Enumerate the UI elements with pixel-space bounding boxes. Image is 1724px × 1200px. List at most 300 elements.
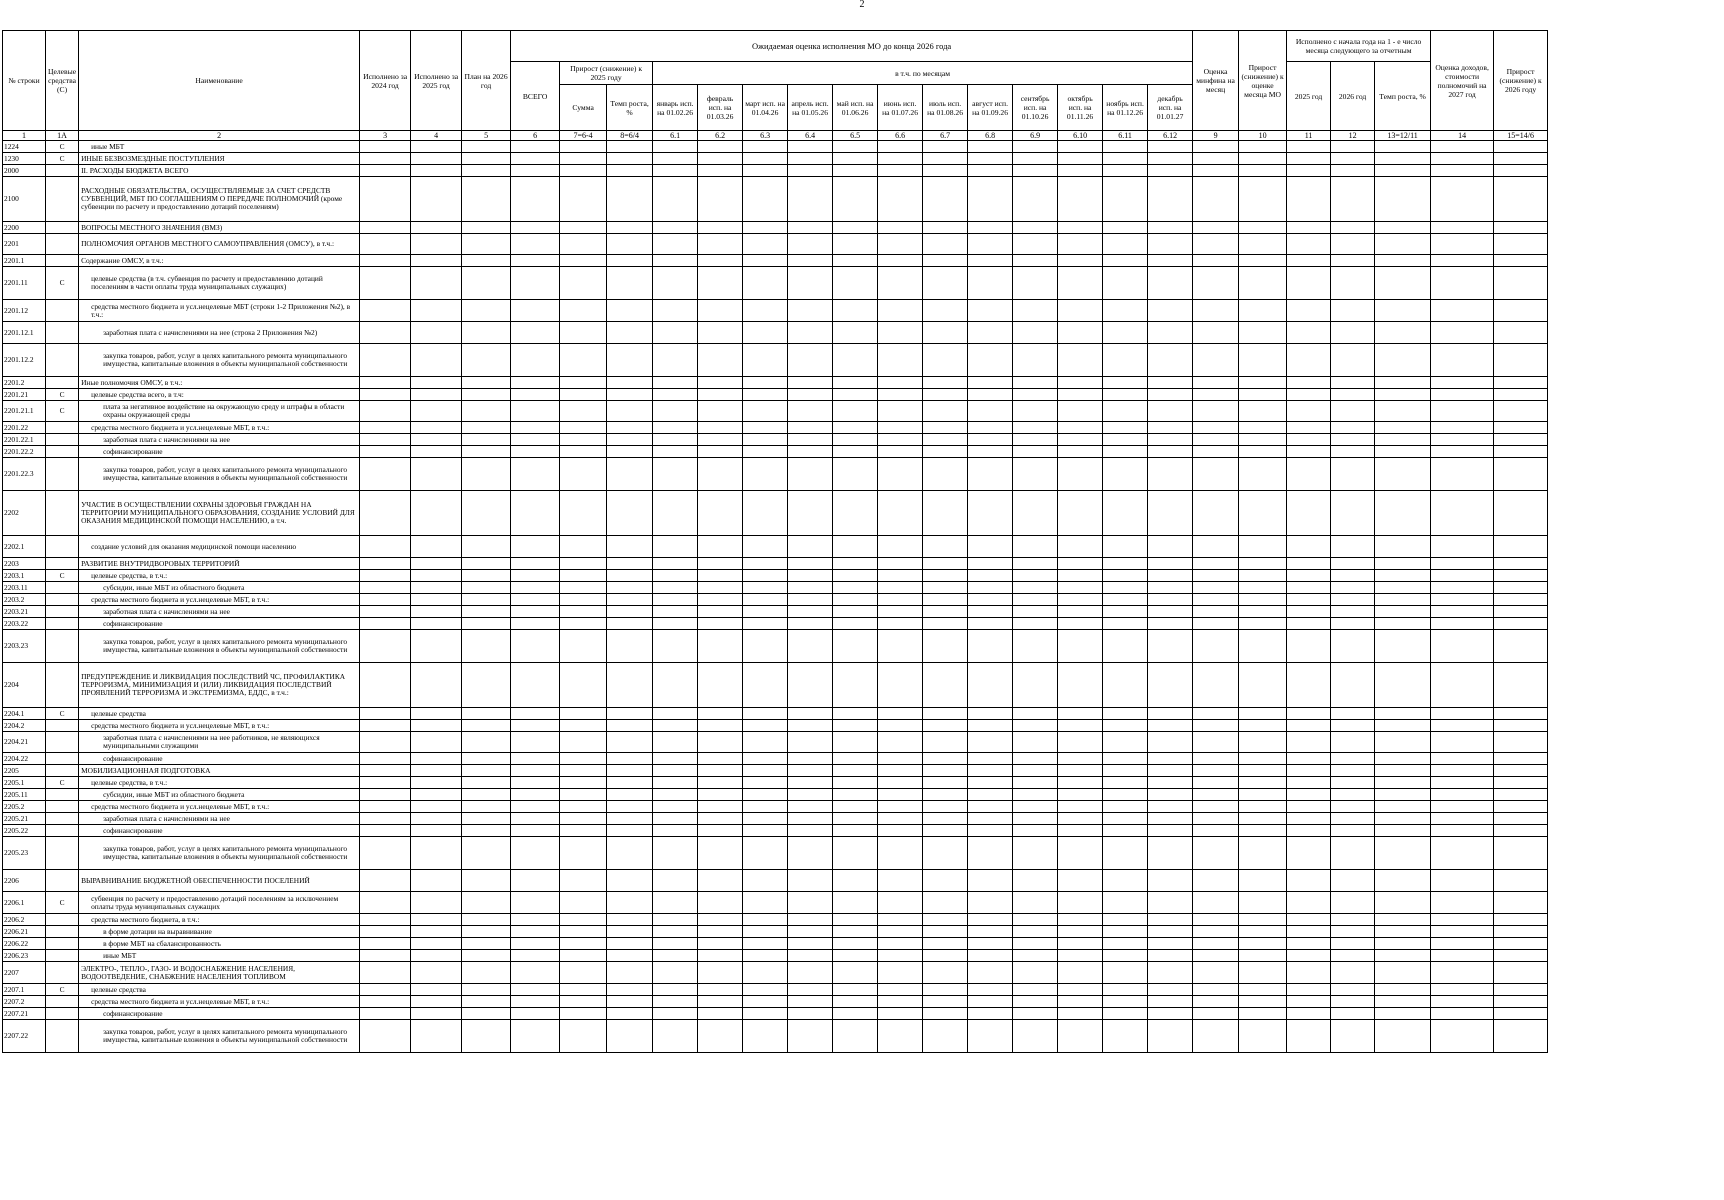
value-cell — [511, 570, 560, 582]
table-row — [3, 267, 1548, 300]
value-cell — [698, 255, 743, 267]
value-cell — [1494, 165, 1548, 177]
value-cell — [1494, 594, 1548, 606]
value-cell — [1239, 813, 1287, 825]
value-cell — [743, 300, 788, 322]
value-cell — [788, 558, 833, 570]
value-cell — [360, 389, 411, 401]
value-cell — [360, 892, 411, 914]
value-cell — [1058, 377, 1103, 389]
value-cell — [1375, 153, 1431, 165]
value-cell — [1013, 234, 1058, 255]
value-cell — [743, 663, 788, 708]
value-cell — [511, 926, 560, 938]
value-cell — [1193, 594, 1239, 606]
value-cell — [878, 720, 923, 732]
value-cell — [1431, 255, 1494, 267]
value-cell — [788, 663, 833, 708]
value-cell — [698, 801, 743, 813]
value-cell — [1494, 446, 1548, 458]
value-cell — [1058, 630, 1103, 663]
header-month-jun: июнь исп. на 01.07.26 — [878, 85, 923, 131]
value-cell — [743, 630, 788, 663]
table-row — [3, 837, 1548, 870]
value-cell — [1494, 950, 1548, 962]
value-cell — [1287, 870, 1331, 892]
value-cell — [1239, 984, 1287, 996]
value-cell — [1431, 322, 1494, 344]
table-row — [3, 582, 1548, 594]
value-cell — [1375, 177, 1431, 222]
value-cell — [788, 708, 833, 720]
value-cell — [653, 753, 698, 765]
value-cell — [411, 789, 462, 801]
value-cell — [743, 234, 788, 255]
value-cell — [1375, 234, 1431, 255]
value-cell — [653, 153, 698, 165]
value-cell — [788, 491, 833, 536]
value-cell — [1431, 837, 1494, 870]
value-cell — [923, 234, 968, 255]
value-cell — [1375, 789, 1431, 801]
row-name: средства местного бюджета и усл.нецелевые МБТ, в т.ч.: — [79, 720, 360, 732]
value-cell — [462, 177, 511, 222]
header-exec-rate: Темп роста, % — [1375, 62, 1431, 131]
value-cell — [560, 813, 607, 825]
header-month-feb: февраль исп. на 01.03.26 — [698, 85, 743, 131]
row-name: заработная плата с начислениями на нее работников, не являющихся муниципальными служащими — [79, 732, 360, 753]
value-cell — [743, 389, 788, 401]
value-cell — [788, 813, 833, 825]
value-cell — [743, 558, 788, 570]
row-code: 2201.12.2 — [3, 344, 46, 377]
value-cell — [462, 618, 511, 630]
value-cell — [462, 996, 511, 1008]
value-cell — [1148, 558, 1193, 570]
value-cell — [411, 558, 462, 570]
value-cell — [833, 389, 878, 401]
value-cell — [968, 177, 1013, 222]
value-cell — [1148, 708, 1193, 720]
value-cell — [1375, 962, 1431, 984]
value-cell — [1331, 720, 1375, 732]
value-cell — [560, 255, 607, 267]
value-cell — [1193, 789, 1239, 801]
value-cell — [743, 732, 788, 753]
value-cell — [743, 962, 788, 984]
value-cell — [788, 594, 833, 606]
row-name: РАЗВИТИЕ ВНУТРИДВОРОВЫХ ТЕРРИТОРИЙ — [79, 558, 360, 570]
value-cell — [1375, 950, 1431, 962]
value-cell — [1013, 708, 1058, 720]
value-cell — [360, 813, 411, 825]
value-cell — [360, 165, 411, 177]
value-cell — [653, 222, 698, 234]
value-cell — [1193, 491, 1239, 536]
value-cell — [698, 267, 743, 300]
table-row — [3, 825, 1548, 837]
value-cell — [878, 344, 923, 377]
value-cell — [833, 582, 878, 594]
row-target-flag: С — [46, 984, 79, 996]
value-cell — [1494, 300, 1548, 322]
row-code: 2201.1 — [3, 255, 46, 267]
row-target-flag — [46, 377, 79, 389]
value-cell — [1375, 837, 1431, 870]
value-cell — [968, 813, 1013, 825]
value-cell — [511, 753, 560, 765]
value-cell — [1058, 996, 1103, 1008]
value-cell — [1193, 401, 1239, 422]
value-cell — [1431, 765, 1494, 777]
value-cell — [1058, 789, 1103, 801]
value-cell — [968, 950, 1013, 962]
row-target-flag: С — [46, 267, 79, 300]
value-cell — [1287, 753, 1331, 765]
value-cell — [560, 389, 607, 401]
row-name: заработная плата с начислениями на нее (строка 2 Приложения №2) — [79, 322, 360, 344]
value-cell — [1103, 594, 1148, 606]
value-cell — [968, 434, 1013, 446]
value-cell — [1193, 708, 1239, 720]
value-cell — [1375, 708, 1431, 720]
value-cell — [560, 765, 607, 777]
value-cell — [607, 401, 653, 422]
value-cell — [360, 777, 411, 789]
value-cell — [462, 914, 511, 926]
value-cell — [968, 222, 1013, 234]
row-target-flag — [46, 300, 79, 322]
value-cell — [360, 618, 411, 630]
value-cell — [698, 926, 743, 938]
value-cell — [1193, 570, 1239, 582]
value-cell — [1375, 765, 1431, 777]
row-code: 2206.22 — [3, 938, 46, 950]
value-cell — [878, 914, 923, 926]
value-cell — [511, 870, 560, 892]
value-cell — [743, 765, 788, 777]
value-cell — [653, 996, 698, 1008]
column-index-cell: 6 — [511, 131, 560, 141]
value-cell — [560, 267, 607, 300]
column-index-cell: 9 — [1193, 131, 1239, 141]
value-cell — [923, 222, 968, 234]
value-cell — [1148, 789, 1193, 801]
value-cell — [607, 789, 653, 801]
row-target-flag — [46, 582, 79, 594]
value-cell — [1013, 536, 1058, 558]
value-cell — [1331, 825, 1375, 837]
header-month-sep: сентябрь исп. на 01.10.26 — [1013, 85, 1058, 131]
value-cell — [698, 570, 743, 582]
value-cell — [1331, 984, 1375, 996]
value-cell — [1431, 777, 1494, 789]
value-cell — [360, 141, 411, 153]
value-cell — [788, 950, 833, 962]
value-cell — [653, 618, 698, 630]
value-cell — [788, 141, 833, 153]
value-cell — [1239, 446, 1287, 458]
value-cell — [1431, 892, 1494, 914]
value-cell — [511, 732, 560, 753]
value-cell — [1494, 630, 1548, 663]
value-cell — [968, 582, 1013, 594]
value-cell — [560, 950, 607, 962]
column-index-cell: 15=14/6 — [1494, 131, 1548, 141]
value-cell — [968, 322, 1013, 344]
value-cell — [511, 401, 560, 422]
value-cell — [462, 594, 511, 606]
value-cell — [1148, 618, 1193, 630]
table-row — [3, 594, 1548, 606]
value-cell — [560, 708, 607, 720]
value-cell — [653, 377, 698, 389]
value-cell — [878, 813, 923, 825]
value-cell — [788, 732, 833, 753]
column-index-cell: 6.8 — [968, 131, 1013, 141]
value-cell — [1058, 720, 1103, 732]
table-row — [3, 434, 1548, 446]
value-cell — [1239, 322, 1287, 344]
value-cell — [1375, 996, 1431, 1008]
value-cell — [511, 300, 560, 322]
value-cell — [411, 377, 462, 389]
value-cell — [462, 401, 511, 422]
value-cell — [1148, 813, 1193, 825]
value-cell — [462, 1008, 511, 1020]
value-cell — [1431, 165, 1494, 177]
value-cell — [360, 663, 411, 708]
value-cell — [698, 422, 743, 434]
value-cell — [698, 536, 743, 558]
column-index-cell: 6.10 — [1058, 131, 1103, 141]
value-cell — [788, 153, 833, 165]
value-cell — [968, 789, 1013, 801]
value-cell — [923, 984, 968, 996]
value-cell — [698, 1008, 743, 1020]
value-cell — [1287, 962, 1331, 984]
value-cell — [1148, 491, 1193, 536]
value-cell — [607, 344, 653, 377]
value-cell — [743, 222, 788, 234]
value-cell — [1058, 962, 1103, 984]
value-cell — [462, 141, 511, 153]
value-cell — [1239, 765, 1287, 777]
value-cell — [1239, 458, 1287, 491]
value-cell — [1148, 322, 1193, 344]
value-cell — [1331, 389, 1375, 401]
row-target-flag — [46, 322, 79, 344]
value-cell — [698, 813, 743, 825]
value-cell — [1431, 267, 1494, 300]
value-cell — [1331, 300, 1375, 322]
value-cell — [1148, 732, 1193, 753]
value-cell — [1331, 255, 1375, 267]
value-cell — [560, 926, 607, 938]
value-cell — [698, 558, 743, 570]
value-cell — [607, 165, 653, 177]
value-cell — [1013, 255, 1058, 267]
value-cell — [607, 234, 653, 255]
value-cell — [1103, 1008, 1148, 1020]
value-cell — [923, 300, 968, 322]
value-cell — [1375, 813, 1431, 825]
value-cell — [878, 777, 923, 789]
value-cell — [1287, 777, 1331, 789]
value-cell — [698, 234, 743, 255]
table-row — [3, 1008, 1548, 1020]
value-cell — [511, 322, 560, 344]
value-cell — [833, 536, 878, 558]
column-index-cell: 12 — [1331, 131, 1375, 141]
header-executed-2024: Исполнено за 2024 год — [360, 31, 411, 131]
value-cell — [511, 234, 560, 255]
value-cell — [1239, 950, 1287, 962]
value-cell — [1239, 491, 1287, 536]
value-cell — [1058, 422, 1103, 434]
value-cell — [788, 377, 833, 389]
value-cell — [360, 606, 411, 618]
row-code: 2201.21 — [3, 389, 46, 401]
value-cell — [1431, 153, 1494, 165]
value-cell — [1375, 825, 1431, 837]
value-cell — [1331, 837, 1375, 870]
value-cell — [1193, 984, 1239, 996]
value-cell — [968, 300, 1013, 322]
value-cell — [511, 765, 560, 777]
value-cell — [607, 582, 653, 594]
value-cell — [968, 914, 1013, 926]
value-cell — [1058, 177, 1103, 222]
value-cell — [743, 446, 788, 458]
value-cell — [1239, 926, 1287, 938]
value-cell — [833, 962, 878, 984]
value-cell — [411, 344, 462, 377]
value-cell — [462, 389, 511, 401]
value-cell — [511, 962, 560, 984]
value-cell — [833, 892, 878, 914]
value-cell — [833, 984, 878, 996]
value-cell — [1239, 558, 1287, 570]
value-cell — [1103, 491, 1148, 536]
value-cell — [1239, 789, 1287, 801]
row-target-flag — [46, 753, 79, 765]
value-cell — [1148, 153, 1193, 165]
value-cell — [560, 732, 607, 753]
table-row — [3, 377, 1548, 389]
column-index-cell: 4 — [411, 131, 462, 141]
value-cell — [1193, 141, 1239, 153]
value-cell — [1058, 801, 1103, 813]
value-cell — [653, 422, 698, 434]
value-cell — [1239, 570, 1287, 582]
value-cell — [698, 825, 743, 837]
value-cell — [1058, 389, 1103, 401]
row-target-flag — [46, 536, 79, 558]
value-cell — [878, 434, 923, 446]
row-code: 2204.2 — [3, 720, 46, 732]
value-cell — [1331, 153, 1375, 165]
row-code: 2207.2 — [3, 996, 46, 1008]
value-cell — [878, 962, 923, 984]
value-cell — [411, 708, 462, 720]
value-cell — [411, 765, 462, 777]
value-cell — [878, 401, 923, 422]
value-cell — [788, 630, 833, 663]
row-code: 2205 — [3, 765, 46, 777]
value-cell — [968, 153, 1013, 165]
value-cell — [1239, 165, 1287, 177]
table-row — [3, 153, 1548, 165]
value-cell — [1013, 996, 1058, 1008]
value-cell — [1193, 446, 1239, 458]
value-cell — [698, 870, 743, 892]
value-cell — [1058, 870, 1103, 892]
value-cell — [923, 996, 968, 1008]
row-code: 2206.21 — [3, 926, 46, 938]
value-cell — [743, 141, 788, 153]
value-cell — [462, 422, 511, 434]
value-cell — [788, 222, 833, 234]
value-cell — [1287, 222, 1331, 234]
value-cell — [1239, 222, 1287, 234]
table-row — [3, 165, 1548, 177]
value-cell — [698, 446, 743, 458]
value-cell — [788, 267, 833, 300]
value-cell — [698, 1020, 743, 1053]
row-code: 2201 — [3, 234, 46, 255]
value-cell — [607, 458, 653, 491]
row-code: 2204 — [3, 663, 46, 708]
value-cell — [360, 594, 411, 606]
value-cell — [1058, 401, 1103, 422]
value-cell — [511, 422, 560, 434]
value-cell — [653, 962, 698, 984]
value-cell — [968, 491, 1013, 536]
value-cell — [1013, 422, 1058, 434]
row-target-flag — [46, 434, 79, 446]
value-cell — [1193, 582, 1239, 594]
column-index-cell: 6.1 — [653, 131, 698, 141]
table-row — [3, 870, 1548, 892]
value-cell — [1193, 536, 1239, 558]
value-cell — [923, 892, 968, 914]
value-cell — [1494, 344, 1548, 377]
row-code: 2206.2 — [3, 914, 46, 926]
value-cell — [1431, 630, 1494, 663]
value-cell — [1103, 165, 1148, 177]
value-cell — [1193, 996, 1239, 1008]
value-cell — [1431, 536, 1494, 558]
value-cell — [1431, 789, 1494, 801]
value-cell — [968, 938, 1013, 950]
value-cell — [1148, 938, 1193, 950]
value-cell — [511, 720, 560, 732]
table-row — [3, 962, 1548, 984]
value-cell — [878, 255, 923, 267]
value-cell — [1103, 720, 1148, 732]
value-cell — [360, 732, 411, 753]
value-cell — [1013, 153, 1058, 165]
table-row — [3, 926, 1548, 938]
row-name: закупка товаров, работ, услуг в целях капитального ремонта муниципального имущества, капитальные вложения в объекты муниципальной собственности — [79, 837, 360, 870]
value-cell — [833, 1008, 878, 1020]
value-cell — [1058, 536, 1103, 558]
row-target-flag: С — [46, 777, 79, 789]
value-cell — [833, 996, 878, 1008]
value-cell — [1103, 996, 1148, 1008]
value-cell — [1331, 344, 1375, 377]
